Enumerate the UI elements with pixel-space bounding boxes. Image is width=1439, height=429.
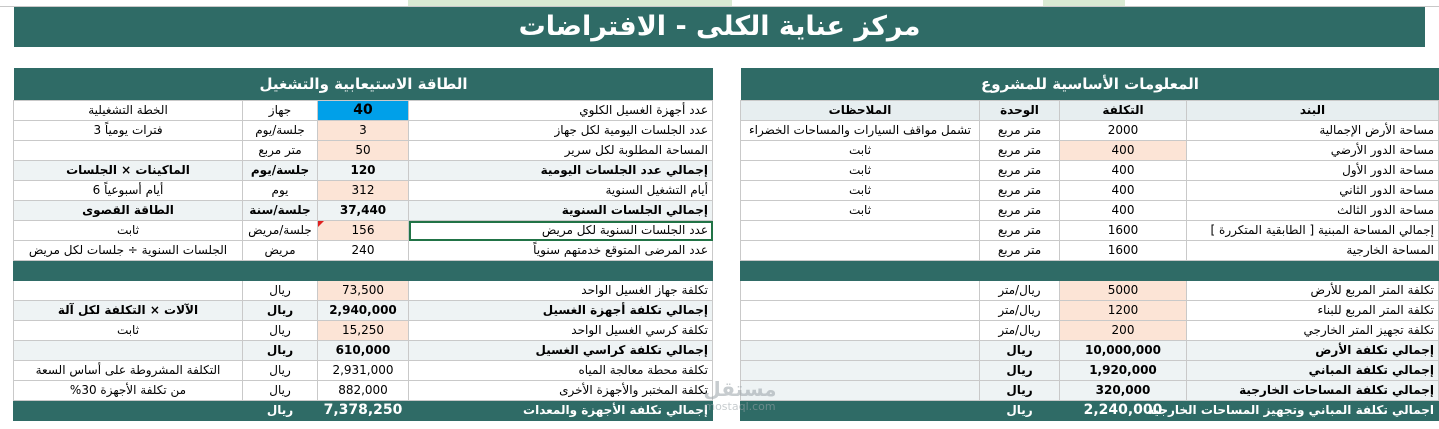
- unit-cell[interactable]: متر مربع: [980, 141, 1060, 161]
- item-cell[interactable]: إجمالي تكلفة المباني: [1187, 361, 1439, 381]
- note-cell[interactable]: [741, 241, 980, 261]
- page-title: مركز عناية الكلى - الافتراضات: [14, 7, 1425, 47]
- col-header-item: البند: [1187, 101, 1439, 121]
- unit-cell[interactable]: ريال/متر: [980, 301, 1060, 321]
- value-cell[interactable]: 2000: [1060, 121, 1187, 141]
- value-cell[interactable]: 50: [318, 141, 409, 161]
- value-cell[interactable]: 2,940,000: [318, 301, 409, 321]
- basic-info-title: المعلومات الأساسية للمشروع: [741, 68, 1439, 100]
- value-cell[interactable]: 1600: [1060, 221, 1187, 241]
- table-row: [741, 301, 1439, 321]
- value-cell[interactable]: 120: [318, 161, 409, 181]
- value-cell[interactable]: 73,500: [318, 281, 409, 301]
- note-cell[interactable]: ثابت: [14, 321, 243, 341]
- item-cell[interactable]: تكلفة محطة معالجة المياه: [409, 361, 713, 381]
- note-cell[interactable]: الطاقة القصوى: [14, 201, 243, 221]
- unit-cell[interactable]: ريال: [243, 361, 318, 381]
- table-row: [14, 161, 713, 181]
- note-cell[interactable]: التكلفة المشروطة على أساس السعة: [14, 361, 243, 381]
- note-cell[interactable]: [741, 341, 980, 361]
- unit-cell[interactable]: متر مربع: [980, 121, 1060, 141]
- value-cell[interactable]: 400: [1060, 141, 1187, 161]
- unit-cell[interactable]: ريال/متر: [980, 321, 1060, 341]
- note-cell[interactable]: ثابت: [741, 201, 980, 221]
- item-cell[interactable]: إجمالي تكلفة كراسي الغسيل: [409, 341, 713, 361]
- note-cell[interactable]: ثابت: [741, 161, 980, 181]
- value-cell[interactable]: 15,250: [318, 321, 409, 341]
- unit-cell[interactable]: ريال: [243, 301, 318, 321]
- unit-cell[interactable]: مريض: [243, 241, 318, 261]
- table-row: [14, 321, 713, 341]
- note-cell[interactable]: الماكينات × الجلسات: [14, 161, 243, 181]
- table-row: [14, 261, 713, 281]
- table-row: [741, 201, 1439, 221]
- note-cell[interactable]: تشمل مواقف السيارات والمساحات الخضراء: [741, 121, 980, 141]
- value-cell[interactable]: 1,920,000: [1060, 361, 1187, 381]
- watermark: [700, 378, 780, 418]
- unit-cell[interactable]: جلسة/سنة: [243, 201, 318, 221]
- item-cell[interactable]: إجمالي المساحة المبنية [ الطابقية المتكررة ]: [1187, 221, 1439, 241]
- table-row: [14, 341, 713, 361]
- col-header-unit: الوحدة: [980, 101, 1060, 121]
- table-row: [14, 121, 713, 141]
- item-cell[interactable]: مساحة الدور الأرضي: [1187, 141, 1439, 161]
- note-cell[interactable]: الآلات × التكلفة لكل آلة: [14, 301, 243, 321]
- item-cell[interactable]: تكلفة المختبر والأجهزة الأخرى: [409, 381, 713, 401]
- watermark-site: mostaql.com: [704, 400, 776, 413]
- note-cell[interactable]: من تكلفة الأجهزة 30%: [14, 381, 243, 401]
- table-row: [14, 241, 713, 261]
- item-cell[interactable]: أيام التشغيل السنوية: [409, 181, 713, 201]
- unit-cell[interactable]: متر مربع: [243, 141, 318, 161]
- value-cell[interactable]: 610,000: [318, 341, 409, 361]
- note-cell[interactable]: [741, 261, 980, 281]
- table-row: [741, 321, 1439, 341]
- item-cell[interactable]: إجمالي الجلسات السنوية: [409, 201, 713, 221]
- note-cell[interactable]: الجلسات السنوية ÷ جلسات لكل مريض: [14, 241, 243, 261]
- value-cell[interactable]: 400: [1060, 161, 1187, 181]
- unit-cell[interactable]: ريال: [980, 401, 1060, 421]
- item-cell[interactable]: مساحة الدور الثاني: [1187, 181, 1439, 201]
- unit-cell[interactable]: [243, 261, 318, 281]
- table-row: [14, 301, 713, 321]
- table-row: [741, 141, 1439, 161]
- item-cell[interactable]: تكلفة تجهيز المتر الخارجي: [1187, 321, 1439, 341]
- table-row: [741, 221, 1439, 241]
- item-cell[interactable]: عدد أجهزة الغسيل الكلوي: [409, 101, 713, 121]
- value-cell[interactable]: 200: [1060, 321, 1187, 341]
- highlight-cell: [1043, 0, 1125, 6]
- unit-cell[interactable]: ريال: [243, 401, 318, 421]
- table-row: [14, 181, 713, 201]
- value-cell[interactable]: 3: [318, 121, 409, 141]
- item-cell[interactable]: تكلفة المتر المربع للبناء: [1187, 301, 1439, 321]
- table-row: [741, 401, 1439, 421]
- table-row: [741, 281, 1439, 301]
- table-row: [14, 281, 713, 301]
- item-cell[interactable]: [409, 261, 713, 281]
- item-cell[interactable]: مساحة الأرض الإجمالية: [1187, 121, 1439, 141]
- value-cell[interactable]: 400: [1060, 201, 1187, 221]
- value-cell[interactable]: 240: [318, 241, 409, 261]
- value-cell[interactable]: 2,240,000: [1060, 401, 1187, 421]
- note-cell[interactable]: [14, 261, 243, 281]
- table-row: [741, 361, 1439, 381]
- item-cell[interactable]: إجمالي عدد الجلسات اليومية: [409, 161, 713, 181]
- item-cell[interactable]: مساحة الدور الأول: [1187, 161, 1439, 181]
- capacity-panel: [14, 68, 713, 421]
- item-cell[interactable]: اجمالي تكلفة المباني وتجهيز المساحات الخارجية: [1187, 401, 1439, 421]
- note-cell[interactable]: [14, 341, 243, 361]
- table-row: [741, 121, 1439, 141]
- note-cell[interactable]: فترات يومياً 3: [14, 121, 243, 141]
- note-cell[interactable]: الخطة التشغيلية: [14, 101, 243, 121]
- table-row: [14, 201, 713, 221]
- unit-cell[interactable]: ريال: [243, 341, 318, 361]
- unit-cell[interactable]: جلسة/يوم: [243, 161, 318, 181]
- col-header-notes: الملاحظات: [741, 101, 980, 121]
- note-cell[interactable]: ثابت: [741, 141, 980, 161]
- value-cell[interactable]: 156: [318, 221, 409, 241]
- value-cell[interactable]: 7,378,250: [318, 401, 409, 421]
- note-cell[interactable]: ثابت: [741, 181, 980, 201]
- note-cell[interactable]: [741, 221, 980, 241]
- capacity-title: الطاقة الاستيعابية والتشغيل: [14, 68, 713, 100]
- value-cell[interactable]: 2,931,000: [318, 361, 409, 381]
- table-row: [14, 381, 713, 401]
- value-cell[interactable]: [1060, 261, 1187, 281]
- col-header-cost: التكلفة: [1060, 101, 1187, 121]
- unit-cell[interactable]: متر مربع: [980, 201, 1060, 221]
- item-cell[interactable]: إجمالي تكلفة أجهزة الغسيل: [409, 301, 713, 321]
- value-cell[interactable]: 882,000: [318, 381, 409, 401]
- value-cell[interactable]: 5000: [1060, 281, 1187, 301]
- item-cell[interactable]: إجمالي تكلفة الأرض: [1187, 341, 1439, 361]
- watermark-brand: مستقل: [703, 377, 777, 401]
- unit-cell[interactable]: جهاز: [243, 101, 318, 121]
- unit-cell[interactable]: [980, 261, 1060, 281]
- value-cell[interactable]: 40: [318, 101, 409, 121]
- item-cell[interactable]: عدد الجلسات السنوية لكل مريض: [409, 221, 713, 241]
- value-cell[interactable]: 37,440: [318, 201, 409, 221]
- item-cell[interactable]: تكلفة المتر المربع للأرض: [1187, 281, 1439, 301]
- item-cell[interactable]: إجمالي تكلفة المساحات الخارجية: [1187, 381, 1439, 401]
- table-row: [741, 341, 1439, 361]
- item-cell[interactable]: المساحة المطلوبة لكل سرير: [409, 141, 713, 161]
- unit-cell[interactable]: يوم: [243, 181, 318, 201]
- value-cell[interactable]: [318, 261, 409, 281]
- table-row: [741, 381, 1439, 401]
- table-row: [14, 221, 713, 241]
- item-cell[interactable]: مساحة الدور الثالث: [1187, 201, 1439, 221]
- unit-cell[interactable]: ريال: [243, 281, 318, 301]
- value-cell[interactable]: 1600: [1060, 241, 1187, 261]
- basic-info-table: [740, 100, 1439, 421]
- item-cell[interactable]: عدد المرضى المتوقع خدمتهم سنوياً: [409, 241, 713, 261]
- unit-cell[interactable]: ريال/متر: [980, 281, 1060, 301]
- unit-cell[interactable]: متر مربع: [980, 181, 1060, 201]
- note-cell[interactable]: أيام أسبوعياً 6: [14, 181, 243, 201]
- item-cell[interactable]: إجمالي تكلفة الأجهزة والمعدات: [409, 401, 713, 421]
- table-row: [14, 401, 713, 421]
- unit-cell[interactable]: جلسة/يوم: [243, 121, 318, 141]
- unit-cell[interactable]: ريال: [243, 321, 318, 341]
- note-cell[interactable]: [14, 401, 243, 421]
- sheet-top-strip: [0, 0, 1439, 7]
- basic-info-panel: [741, 68, 1439, 421]
- table-row: [741, 241, 1439, 261]
- value-cell[interactable]: 10,000,000: [1060, 341, 1187, 361]
- item-cell[interactable]: عدد الجلسات اليومية لكل جهاز: [409, 121, 713, 141]
- unit-cell[interactable]: متر مربع: [980, 221, 1060, 241]
- value-cell[interactable]: 400: [1060, 181, 1187, 201]
- table-row: [741, 261, 1439, 281]
- unit-cell[interactable]: متر مربع: [980, 241, 1060, 261]
- value-cell[interactable]: 312: [318, 181, 409, 201]
- unit-cell[interactable]: جلسة/مريض: [243, 221, 318, 241]
- table-row: [741, 161, 1439, 181]
- unit-cell[interactable]: متر مربع: [980, 161, 1060, 181]
- note-cell[interactable]: ثابت: [14, 221, 243, 241]
- item-cell[interactable]: تكلفة جهاز الغسيل الواحد: [409, 281, 713, 301]
- note-cell[interactable]: [14, 141, 243, 161]
- value-cell[interactable]: 1200: [1060, 301, 1187, 321]
- table-row: [14, 141, 713, 161]
- unit-cell[interactable]: ريال: [980, 381, 1060, 401]
- capacity-table: [13, 100, 713, 421]
- item-cell[interactable]: المساحة الخارجية: [1187, 241, 1439, 261]
- unit-cell[interactable]: ريال: [980, 341, 1060, 361]
- table-row: [14, 101, 713, 121]
- table-row: [14, 361, 713, 381]
- item-cell[interactable]: [1187, 261, 1439, 281]
- unit-cell[interactable]: ريال: [243, 381, 318, 401]
- note-cell[interactable]: [741, 281, 980, 301]
- note-cell[interactable]: [741, 301, 980, 321]
- note-cell[interactable]: [741, 321, 980, 341]
- value-cell[interactable]: 320,000: [1060, 381, 1187, 401]
- header-row: [741, 101, 1439, 121]
- item-cell[interactable]: تكلفة كرسي الغسيل الواحد: [409, 321, 713, 341]
- unit-cell[interactable]: ريال: [980, 361, 1060, 381]
- highlight-cell: [408, 0, 732, 6]
- note-cell[interactable]: [14, 281, 243, 301]
- table-row: [741, 181, 1439, 201]
